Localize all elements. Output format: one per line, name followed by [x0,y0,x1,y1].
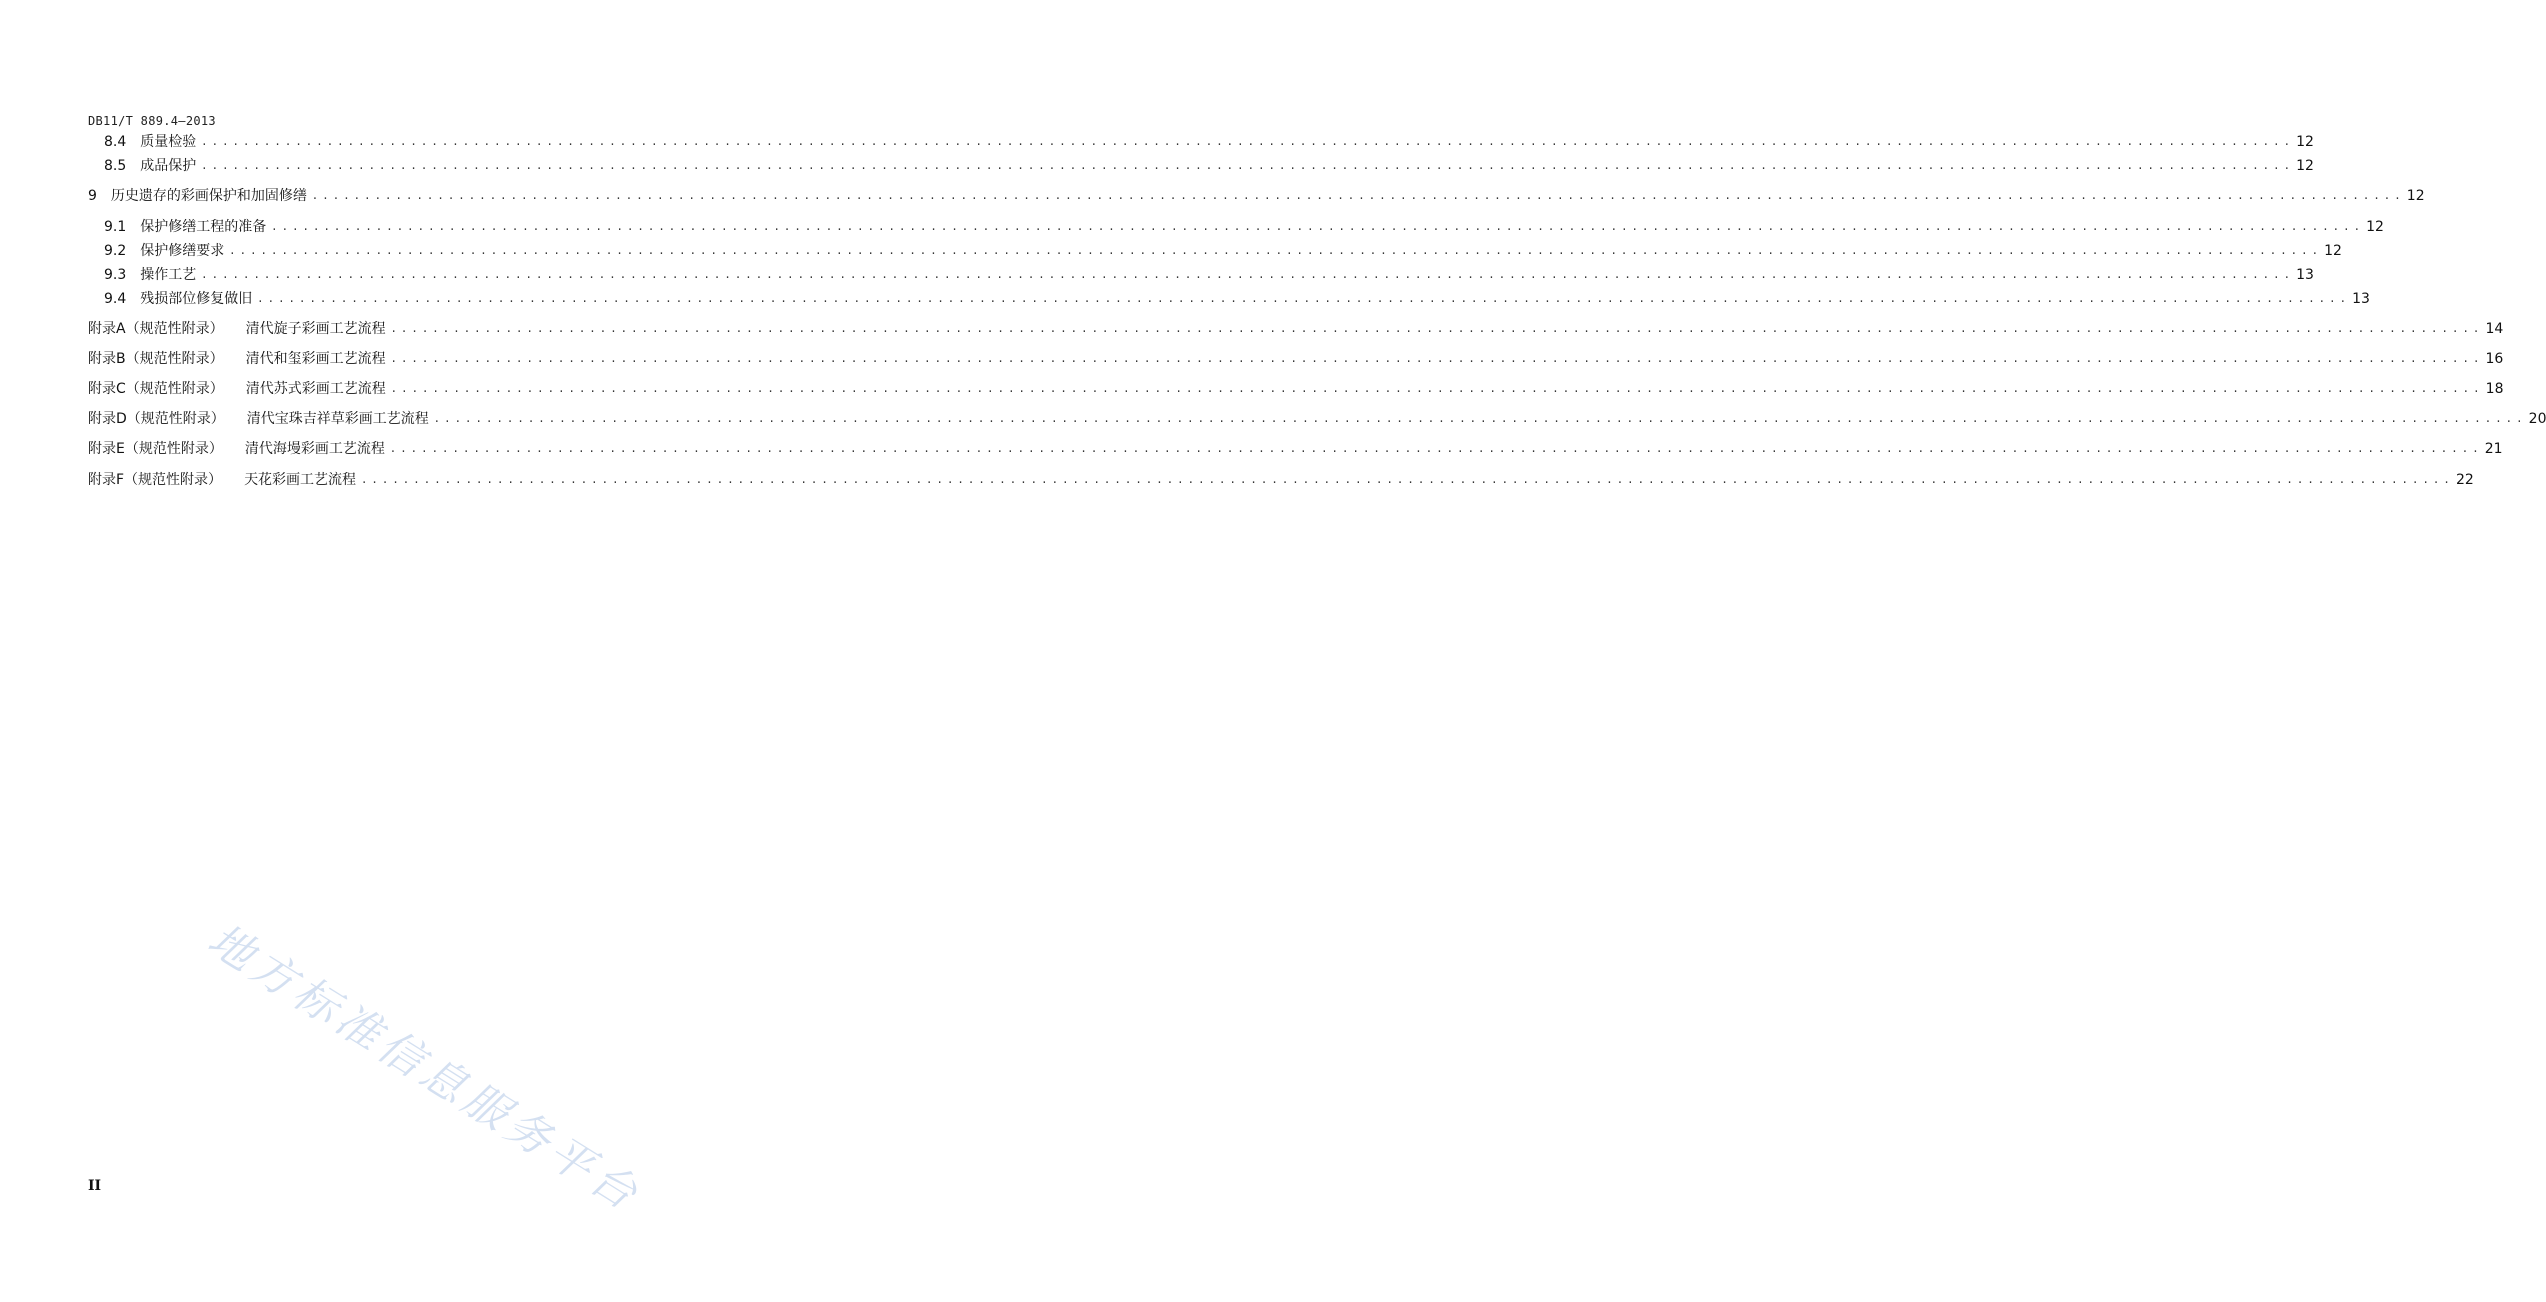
toc-entry[interactable] [88,409,2546,429]
toc-entry-title: 历史遗存的彩画保护和加固修缮 [110,188,307,204]
toc-entry-page: 21 [2484,441,2503,457]
toc-entry[interactable] [104,241,2342,261]
toc-leader-dots: . . . . . . . . . . . . . . . . . . . . . . . . . . . . . . . . . . . . . . . . . . . . . . . . . . . . . . . . . . . . . . . . . . . . . . . . . . . . . . . . . . . . . . . . . . . . . . . . . . . . . . . . . . . . . . . . . . . . . . . . . . . . . . . . . . . . . . . . . . . . . . . . . . . . . . . . . . . . . . . . . . . . . . . . . . . . . . . . . . . . . . . . . . . . . . . . . . . . . . . . [202,158,2290,173]
document-code: DB11/T 889.4—2013 [88,114,216,128]
toc-entry-number: 附录F（规范性附录） [88,472,223,488]
toc-leader-dots: . . . . . . . . . . . . . . . . . . . . . . . . . . . . . . . . . . . . . . . . . . . . . . . . . . . . . . . . . . . . . . . . . . . . . . . . . . . . . . . . . . . . . . . . . . . . . . . . . . . . . . . . . . . . . . . . . . . . . . . . . . . . . . . . . . . . . . . . . . . . . . . . . . . . . . . . . . . . . . . . . . . . . . . . . . . . . . . . . . . . . . . . . . . . . . . . . . . . . . . . [391,321,2480,336]
toc-entry-title: 清代和玺彩画工艺流程 [245,351,386,367]
toc-leader-dots: . . . . . . . . . . . . . . . . . . . . . . . . . . . . . . . . . . . . . . . . . . . . . . . . . . . . . . . . . . . . . . . . . . . . . . . . . . . . . . . . . . . . . . . . . . . . . . . . . . . . . . . . . . . . . . . . . . . . . . . . . . . . . . . . . . . . . . . . . . . . . . . . . . . . . . . . . . . . . . . . . . . . . . . . . . . . . . . . . . . . . . . . . . . . . . . . . . . . . . . . [362,472,2450,487]
toc-entry-title: 清代旋子彩画工艺流程 [245,321,386,337]
toc-leader-dots: . . . . . . . . . . . . . . . . . . . . . . . . . . . . . . . . . . . . . . . . . . . . . . . . . . . . . . . . . . . . . . . . . . . . . . . . . . . . . . . . . . . . . . . . . . . . . . . . . . . . . . . . . . . . . . . . . . . . . . . . . . . . . . . . . . . . . . . . . . . . . . . . . . . . . . . . . . . . . . . . . . . . . . . . . . . . . . . . . . . . . . . . . . . . . . . . . . . . . . . . [202,267,2290,282]
toc-entry[interactable] [104,289,2370,309]
toc-entry-page: 12 [2406,188,2425,204]
toc-entry[interactable] [88,470,2474,490]
toc-leader-dots: . . . . . . . . . . . . . . . . . . . . . . . . . . . . . . . . . . . . . . . . . . . . . . . . . . . . . . . . . . . . . . . . . . . . . . . . . . . . . . . . . . . . . . . . . . . . . . . . . . . . . . . . . . . . . . . . . . . . . . . . . . . . . . . . . . . . . . . . . . . . . . . . . . . . . . . . . . . . . . . . . . . . . . . . . . . . . . . . . . . . . . . . . . . . . . . . . . . . . . . . [230,243,2318,258]
toc-entry[interactable] [88,186,2425,206]
toc-entry-page: 22 [2455,472,2474,488]
toc-leader-dots: . . . . . . . . . . . . . . . . . . . . . . . . . . . . . . . . . . . . . . . . . . . . . . . . . . . . . . . . . . . . . . . . . . . . . . . . . . . . . . . . . . . . . . . . . . . . . . . . . . . . . . . . . . . . . . . . . . . . . . . . . . . . . . . . . . . . . . . . . . . . . . . . . . . . . . . . . . . . . . . . . . . . . . . . . . . . . . . . . . . . . . . . . . . . . . . . . . . . . . . . [391,381,2480,396]
toc-entry-number: 附录D（规范性附录） [88,411,225,427]
toc-entry[interactable] [88,319,2504,339]
toc-entry-number: 附录B（规范性附录） [88,351,224,367]
toc-entry-page: 12 [2324,243,2342,259]
toc-leader-dots: . . . . . . . . . . . . . . . . . . . . . . . . . . . . . . . . . . . . . . . . . . . . . . . . . . . . . . . . . . . . . . . . . . . . . . . . . . . . . . . . . . . . . . . . . . . . . . . . . . . . . . . . . . . . . . . . . . . . . . . . . . . . . . . . . . . . . . . . . . . . . . . . . . . . . . . . . . . . . . . . . . . . . . . . . . . . . . . . . . . . . . . . . . . . . . . . . . . . . . . . [272,219,2360,234]
toc-entry-number: 8.5 [104,158,127,174]
toc-entry-page: 12 [2296,158,2314,174]
toc-entry-title: 清代宝珠吉祥草彩画工艺流程 [246,411,429,427]
toc-leader-dots: . . . . . . . . . . . . . . . . . . . . . . . . . . . . . . . . . . . . . . . . . . . . . . . . . . . . . . . . . . . . . . . . . . . . . . . . . . . . . . . . . . . . . . . . . . . . . . . . . . . . . . . . . . . . . . . . . . . . . . . . . . . . . . . . . . . . . . . . . . . . . . . . . . . . . . . . . . . . . . . . . . . . . . . . . . . . . . . . . . . . . . . . . . . . . . . . . . . . . . . . [258,291,2346,306]
toc-entry-title: 保护修缮工程的准备 [140,219,267,235]
toc-entry-page: 20 [2528,411,2546,427]
toc-entry[interactable] [104,265,2314,285]
toc-entry-page: 18 [2485,381,2504,397]
toc-leader-dots: . . . . . . . . . . . . . . . . . . . . . . . . . . . . . . . . . . . . . . . . . . . . . . . . . . . . . . . . . . . . . . . . . . . . . . . . . . . . . . . . . . . . . . . . . . . . . . . . . . . . . . . . . . . . . . . . . . . . . . . . . . . . . . . . . . . . . . . . . . . . . . . . . . . . . . . . . . . . . . . . . . . . . . . . . . . . . . . . . . . . . . . . . . . . . . . . . . . . . . . . [434,411,2523,426]
toc-entry[interactable] [104,217,2384,237]
toc-leader-dots: . . . . . . . . . . . . . . . . . . . . . . . . . . . . . . . . . . . . . . . . . . . . . . . . . . . . . . . . . . . . . . . . . . . . . . . . . . . . . . . . . . . . . . . . . . . . . . . . . . . . . . . . . . . . . . . . . . . . . . . . . . . . . . . . . . . . . . . . . . . . . . . . . . . . . . . . . . . . . . . . . . . . . . . . . . . . . . . . . . . . . . . . . . . . . . . . . . . . . . . . [391,351,2480,366]
toc-entry-number: 9.3 [104,267,127,283]
toc-leader-dots: . . . . . . . . . . . . . . . . . . . . . . . . . . . . . . . . . . . . . . . . . . . . . . . . . . . . . . . . . . . . . . . . . . . . . . . . . . . . . . . . . . . . . . . . . . . . . . . . . . . . . . . . . . . . . . . . . . . . . . . . . . . . . . . . . . . . . . . . . . . . . . . . . . . . . . . . . . . . . . . . . . . . . . . . . . . . . . . . . . . . . . . . . . . . . . . . . . . . . . . . [312,188,2401,203]
toc-entry-title: 质量检验 [140,134,197,150]
toc-entry-title: 清代海墁彩画工艺流程 [244,441,385,457]
watermark: 地方标准信息服务平台 [199,914,651,1223]
toc-entry-number: 9.2 [104,243,127,259]
toc-entry-number: 附录A（规范性附录） [88,321,224,337]
toc-entry-title: 天花彩画工艺流程 [244,472,357,488]
toc-entry-number: 9.1 [104,219,127,235]
toc-entry-title: 清代苏式彩画工艺流程 [245,381,386,397]
toc-entry-page: 13 [2296,267,2314,283]
toc-entry[interactable] [104,156,2314,176]
toc-leader-dots: . . . . . . . . . . . . . . . . . . . . . . . . . . . . . . . . . . . . . . . . . . . . . . . . . . . . . . . . . . . . . . . . . . . . . . . . . . . . . . . . . . . . . . . . . . . . . . . . . . . . . . . . . . . . . . . . . . . . . . . . . . . . . . . . . . . . . . . . . . . . . . . . . . . . . . . . . . . . . . . . . . . . . . . . . . . . . . . . . . . . . . . . . . . . . . . . . . . . . . . . [202,134,2290,149]
page-number: II [88,1178,102,1194]
toc-entry-page: 14 [2485,321,2504,337]
toc-entry-title: 保护修缮要求 [140,243,225,259]
toc-entry-page: 12 [2296,134,2314,150]
toc-entry-page: 12 [2366,219,2384,235]
toc-entry-title: 残损部位修复做旧 [140,291,253,307]
toc-entry-title: 成品保护 [140,158,197,174]
toc-entry[interactable] [88,379,2504,399]
toc-entry-page: 16 [2485,351,2504,367]
toc-entry-number: 8.4 [104,134,127,150]
toc-entry-number: 附录C（规范性附录） [88,381,224,397]
toc-entry[interactable] [104,132,2314,152]
toc-entry-number: 附录E（规范性附录） [88,441,223,457]
toc-entry-number: 9.4 [104,291,127,307]
toc-entry[interactable] [88,439,2503,459]
toc-entry[interactable] [88,349,2504,369]
toc-leader-dots: . . . . . . . . . . . . . . . . . . . . . . . . . . . . . . . . . . . . . . . . . . . . . . . . . . . . . . . . . . . . . . . . . . . . . . . . . . . . . . . . . . . . . . . . . . . . . . . . . . . . . . . . . . . . . . . . . . . . . . . . . . . . . . . . . . . . . . . . . . . . . . . . . . . . . . . . . . . . . . . . . . . . . . . . . . . . . . . . . . . . . . . . . . . . . . . . . . . . . . . . [390,441,2479,456]
toc-entry-number: 9 [88,188,97,204]
toc-entry-page: 13 [2352,291,2370,307]
toc-entry-title: 操作工艺 [140,267,197,283]
